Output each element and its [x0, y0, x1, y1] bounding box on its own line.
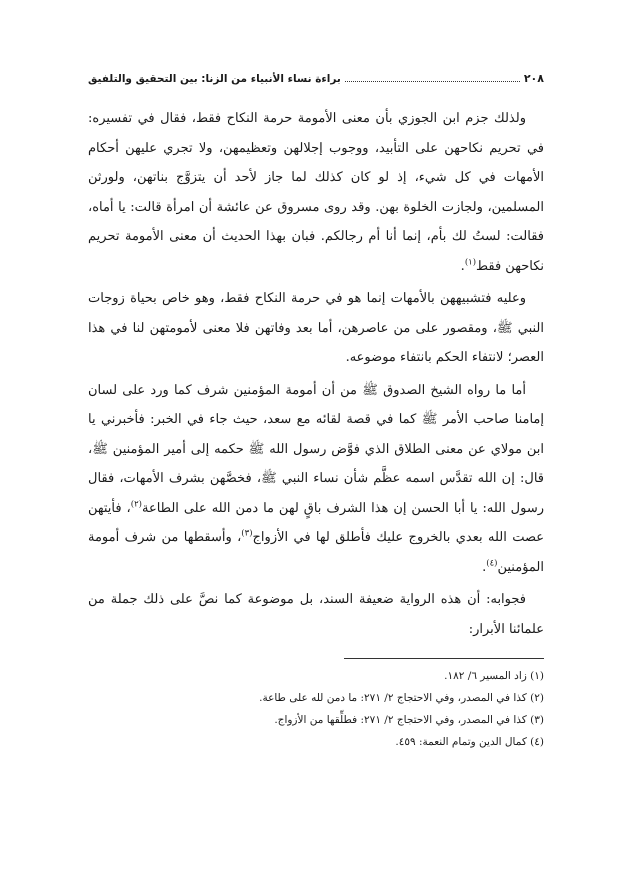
paragraph-2: وعليه فتشبيههن بالأمهات إنما هو في حرمة النكاح فقط، وهو خاص بحياة زوجات النبي ﷺ، ومقصور على من عاصرهن، أما بعد وفاتهن فلا معنى لأمومتهن لنا في هذا العصر؛ لانتفاء الحكم بانتفاء موضوعه.: [88, 291, 544, 365]
footnote-ref-2[interactable]: (٢): [130, 499, 142, 510]
footnote-1: (١) زاد المسير ٦/ ١٨٢.: [444, 670, 544, 682]
page-number: ٢٠٨: [523, 72, 544, 85]
paragraph-3-end: .: [482, 559, 487, 575]
header-dotted-leader: [345, 75, 520, 82]
running-title: براءة نساء الأنبياء من الزنا: بين التحقيق والتلفيق: [88, 73, 341, 85]
footnote-ref-1[interactable]: (١): [464, 257, 477, 268]
paragraph-1-text: ولذلك جزم ابن الجوزي بأن معنى الأمومة حرمة النكاح فقط، فقال في تفسيره: في تحريم نكاحهن على التأبيد، ووجوب إجلالهن وتعظيمهن، ولا تجري عليهن أحكام الأمهات في كل شيء، إذ لو كان كذلك لما جاز لأحد أن يتزوَّج بناتهن، ولورثن المسلمين، ولجازت الخلوة بهن. وقد روى مسروق عن عائشة أن امرأة قالت: يا أماه، فقالت: لستُ لك بأم، إنما أنا أم رجالكم. فبان بهذا الحديث أن معنى الأمومة تحريم نكاحهن فقط: [88, 111, 544, 274]
paragraph-3-mid: ، فأيتهن عصت الله بعدي بالخروج عليك فأطلق لها في الأزواج: [88, 500, 544, 545]
paragraph-1: [88, 104, 544, 281]
footnote-3: (٣) كذا في المصدر، وفي الاحتجاج ٢/ ٢٧١: فطلِّقها من الأزواج.: [274, 714, 544, 726]
paragraph-3-mid2: ، وأسقطها من شرف أمومة المؤمنين: [88, 530, 544, 575]
footnote-2: (٢) كذا في المصدر، وفي الاحتجاج ٢/ ٢٧١: ما دمن لله على طاعة.: [259, 692, 544, 704]
footnote-ref-3[interactable]: (٣): [241, 528, 253, 539]
running-header: [88, 72, 544, 90]
paragraph-1-end: .: [460, 258, 465, 274]
paragraph-4: فجوابه: أن هذه الرواية ضعيفة السند، بل موضوعة كما نصَّ على ذلك جملة من علمائنا الأبرار:: [88, 592, 544, 637]
footnote-separator: [344, 658, 544, 659]
footnote-ref-4[interactable]: (٤): [486, 558, 498, 569]
footnote-4: (٤) كمال الدين وتمام النعمة: ٤٥٩.: [395, 736, 544, 748]
paragraph-3-text: أما ما رواه الشيخ الصدوق ﷺ من أن أمومة المؤمنين شرف كما ورد على لسان إمامنا صاحب الأمر ﷺ كما في قصة لقائه مع سعد، حيث جاء في الخبر: فأخبرني يا ابن مولاي عن معنى الطلاق الذي فوَّض رسول الله ﷺ حكمه إلى أمير المؤمنين ﷺ، قال: إن الله تقدَّس اسمه عظَّم شأن نساء النبي ﷺ، فخصَّهن بشرف الأمهات، فقال رسول الله: يا أبا الحسن إن هذا الشرف باقٍ لهن ما دمن الله على الطاعة: [88, 382, 544, 516]
book-page: [88, 72, 544, 753]
paragraph-3: [88, 376, 544, 583]
